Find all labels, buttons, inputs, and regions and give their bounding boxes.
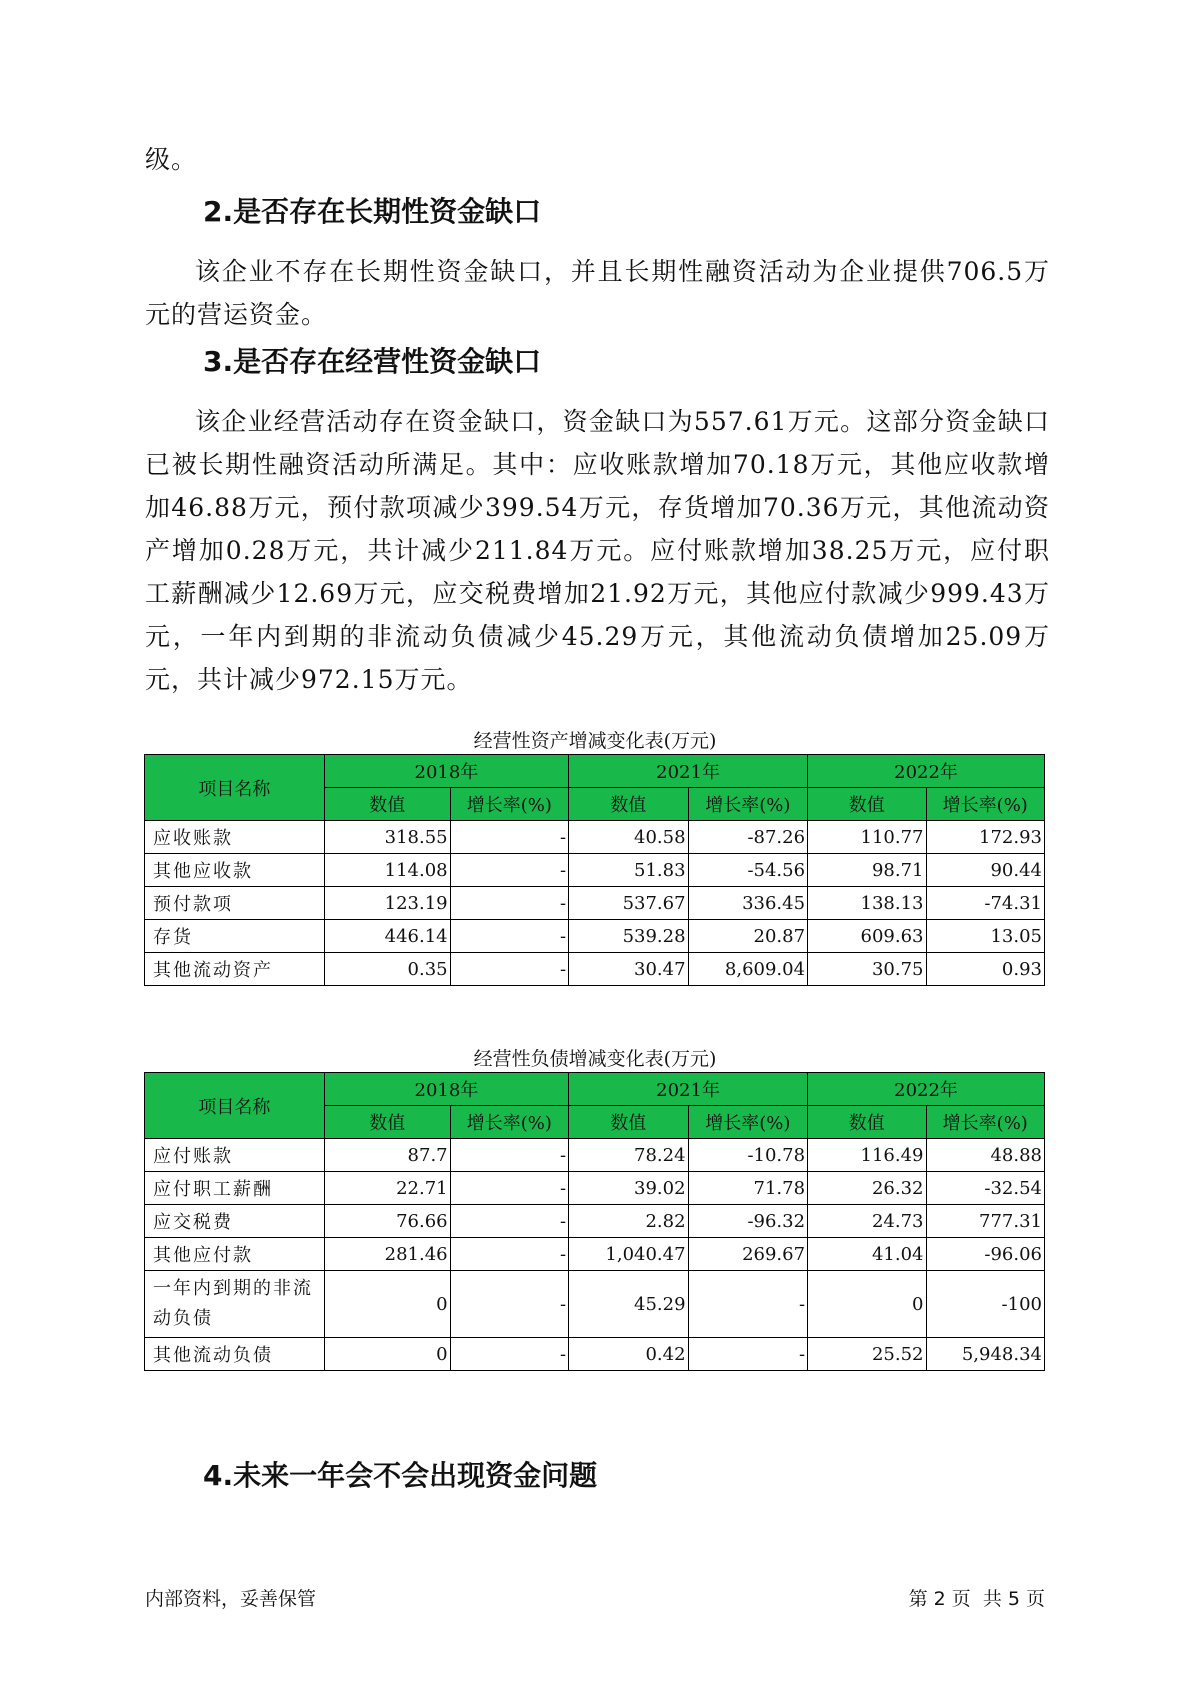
header-value: 数值 — [569, 788, 689, 821]
cell: -54.56 — [688, 854, 808, 887]
row-name: 其他流动资产 — [145, 953, 325, 986]
row-name: 一年内到期的非流动负债 — [145, 1271, 325, 1338]
table-row — [145, 920, 1045, 953]
table-row — [145, 1172, 1045, 1205]
cell: 20.87 — [688, 920, 808, 953]
cell: -32.54 — [926, 1172, 1045, 1205]
header-item-name: 项目名称 — [145, 755, 325, 821]
cell: 0 — [324, 1271, 450, 1338]
row-name: 预付款项 — [145, 887, 325, 920]
cell: -100 — [926, 1271, 1045, 1338]
cell: 446.14 — [324, 920, 450, 953]
assets-table-caption: 经营性资产增减变化表(万元) — [473, 730, 717, 752]
table-row — [145, 1139, 1045, 1172]
header-year: 2021年 — [569, 755, 808, 788]
cell: - — [450, 920, 568, 953]
table-row — [145, 1205, 1045, 1238]
cell: 0 — [324, 1338, 450, 1371]
cell: - — [450, 953, 568, 986]
section2-heading: 2.是否存在长期性资金缺口 — [203, 195, 542, 228]
header-value: 数值 — [808, 1106, 926, 1139]
table-row — [145, 1271, 1045, 1338]
cell: 87.7 — [324, 1139, 450, 1172]
cell: 539.28 — [569, 920, 689, 953]
cell: 123.19 — [324, 887, 450, 920]
cell: 116.49 — [808, 1139, 926, 1172]
cell: 110.77 — [808, 821, 926, 854]
table-row — [145, 821, 1045, 854]
section3-heading: 3.是否存在经营性资金缺口 — [203, 345, 542, 378]
cell: 22.71 — [324, 1172, 450, 1205]
table-row — [145, 1238, 1045, 1271]
row-name: 其他流动负债 — [145, 1338, 325, 1371]
cell: 138.13 — [808, 887, 926, 920]
header-year: 2022年 — [808, 755, 1045, 788]
cell: 5,948.34 — [926, 1338, 1045, 1371]
cell: 777.31 — [926, 1205, 1045, 1238]
cell: - — [450, 1338, 568, 1371]
cell: 537.67 — [569, 887, 689, 920]
table-row — [145, 854, 1045, 887]
row-name: 应付职工薪酬 — [145, 1172, 325, 1205]
row-name: 存货 — [145, 920, 325, 953]
liabilities-table-caption: 经营性负债增减变化表(万元) — [473, 1048, 717, 1070]
cell: 45.29 — [569, 1271, 689, 1338]
cell: - — [450, 1172, 568, 1205]
cell: 281.46 — [324, 1238, 450, 1271]
row-name: 其他应收款 — [145, 854, 325, 887]
cell: 71.78 — [688, 1172, 808, 1205]
header-rate: 增长率(%) — [688, 1106, 808, 1139]
header-year: 2022年 — [808, 1073, 1045, 1106]
table-row — [145, 953, 1045, 986]
cell: - — [450, 1238, 568, 1271]
cell: 25.52 — [808, 1338, 926, 1371]
header-item-name: 项目名称 — [145, 1073, 325, 1139]
footer-page-number: 第 2 页 共 5 页 — [908, 1588, 1045, 1610]
cell: - — [688, 1338, 808, 1371]
cell: - — [450, 1205, 568, 1238]
header-rate: 增长率(%) — [926, 1106, 1045, 1139]
cell: 30.47 — [569, 953, 689, 986]
cell: 76.66 — [324, 1205, 450, 1238]
cell: 24.73 — [808, 1205, 926, 1238]
footer-confidential-note: 内部资料，妥善保管 — [145, 1588, 317, 1610]
row-name: 其他应付款 — [145, 1238, 325, 1271]
cell: 336.45 — [688, 887, 808, 920]
cell: 26.32 — [808, 1172, 926, 1205]
header-value: 数值 — [569, 1106, 689, 1139]
cell: 0.35 — [324, 953, 450, 986]
cell: 609.63 — [808, 920, 926, 953]
cell: -96.06 — [926, 1238, 1045, 1271]
intro-tail-text: 级。 — [145, 145, 198, 174]
cell: -87.26 — [688, 821, 808, 854]
header-value: 数值 — [324, 788, 450, 821]
cell: 78.24 — [569, 1139, 689, 1172]
cell: 0.42 — [569, 1338, 689, 1371]
cell: 98.71 — [808, 854, 926, 887]
cell: - — [450, 821, 568, 854]
cell: 114.08 — [324, 854, 450, 887]
header-rate: 增长率(%) — [926, 788, 1045, 821]
row-name: 应付账款 — [145, 1139, 325, 1172]
table-row — [145, 887, 1045, 920]
section4-heading: 4.未来一年会不会出现资金问题 — [203, 1459, 598, 1492]
cell: 39.02 — [569, 1172, 689, 1205]
cell: 0.93 — [926, 953, 1045, 986]
cell: 172.93 — [926, 821, 1045, 854]
header-rate: 增长率(%) — [688, 788, 808, 821]
table-row — [145, 1338, 1045, 1371]
section2-body: 该企业不存在长期性资金缺口，并且长期性融资活动为企业提供706.5万元的营运资金。 — [145, 257, 1050, 329]
cell: 2.82 — [569, 1205, 689, 1238]
header-rate: 增长率(%) — [450, 788, 568, 821]
row-name: 应交税费 — [145, 1205, 325, 1238]
cell: - — [688, 1271, 808, 1338]
cell: 13.05 — [926, 920, 1045, 953]
cell: - — [450, 887, 568, 920]
cell: -10.78 — [688, 1139, 808, 1172]
cell: - — [450, 854, 568, 887]
cell: 40.58 — [569, 821, 689, 854]
cell: 8,609.04 — [688, 953, 808, 986]
section3-body: 该企业经营活动存在资金缺口，资金缺口为557.61万元。这部分资金缺口已被长期性融资活动所满足。其中：应收账款增加70.18万元，其他应收款增加46.88万元，预付款项减少399.54万元，存货增加70.36万元，其他流动资产增加0.28万元，共计减少211.84万元。应付账款增加38.25万元，应付职工薪酬减少12.69万元，应交税费增加21.92万元，其他应付款减少999.43万元，一年内到期的非流动负债减少45.29万元，其他流动负债增加25.09万元，共计减少972.15万元。 — [145, 407, 1050, 694]
header-value: 数值 — [808, 788, 926, 821]
header-year: 2018年 — [324, 1073, 568, 1106]
row-name: 应收账款 — [145, 821, 325, 854]
cell: - — [450, 1271, 568, 1338]
cell: 0 — [808, 1271, 926, 1338]
header-value: 数值 — [324, 1106, 450, 1139]
cell: 318.55 — [324, 821, 450, 854]
assets-table — [144, 754, 1045, 986]
cell: 1,040.47 — [569, 1238, 689, 1271]
cell: -74.31 — [926, 887, 1045, 920]
cell: 269.67 — [688, 1238, 808, 1271]
cell: 48.88 — [926, 1139, 1045, 1172]
cell: 90.44 — [926, 854, 1045, 887]
cell: 51.83 — [569, 854, 689, 887]
header-rate: 增长率(%) — [450, 1106, 568, 1139]
header-year: 2021年 — [569, 1073, 808, 1106]
cell: - — [450, 1139, 568, 1172]
liabilities-table — [144, 1072, 1045, 1371]
cell: -96.32 — [688, 1205, 808, 1238]
cell: 41.04 — [808, 1238, 926, 1271]
header-year: 2018年 — [324, 755, 568, 788]
cell: 30.75 — [808, 953, 926, 986]
